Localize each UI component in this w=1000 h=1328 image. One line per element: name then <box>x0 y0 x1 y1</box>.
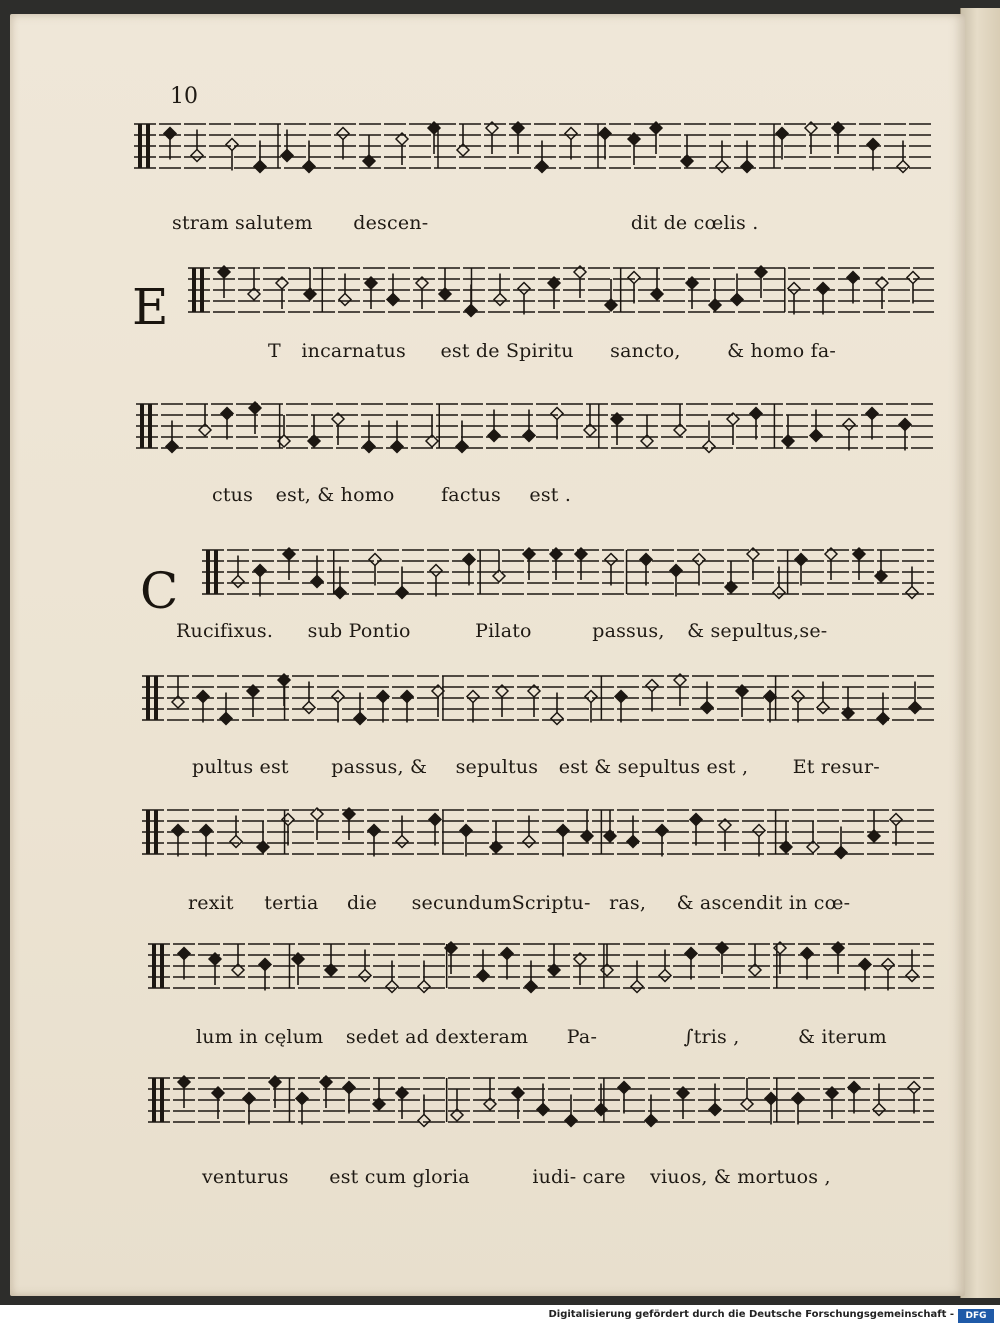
page-number: 10 <box>170 84 198 109</box>
music-page <box>10 14 965 1296</box>
note-head <box>782 415 794 447</box>
staff-engraving <box>136 398 934 454</box>
note-head <box>774 942 786 974</box>
staff-engraving <box>148 938 934 994</box>
note-head <box>581 810 593 842</box>
note-head <box>741 1078 753 1110</box>
lyric-syllable: Pa- <box>566 1026 598 1048</box>
music-staff-6 <box>142 804 934 860</box>
note-head <box>369 554 381 586</box>
note-head <box>551 408 563 440</box>
note-head <box>805 122 817 154</box>
note-head <box>764 691 776 723</box>
note-head <box>651 268 663 300</box>
lyric-syllable: iudi- care <box>532 1166 626 1188</box>
lyric-syllable: passus, & <box>331 756 428 778</box>
facing-page-edge <box>960 8 1000 1298</box>
note-head <box>528 685 540 717</box>
lyric-syllable: & iterum <box>798 1026 887 1048</box>
note-head <box>867 139 879 171</box>
lyric-syllable: tertia <box>264 892 319 914</box>
note-head <box>719 819 731 851</box>
note-head <box>197 691 209 723</box>
note-head <box>628 133 640 165</box>
note-head <box>674 674 686 706</box>
lyric-line-4 <box>176 620 936 642</box>
note-head <box>656 825 668 857</box>
note-head <box>615 691 627 723</box>
lyric-syllable: sub Pontio <box>307 620 411 642</box>
note-head <box>343 808 355 840</box>
note-head <box>396 133 408 165</box>
note-head <box>584 404 596 436</box>
note-head <box>601 944 613 976</box>
clef-icon <box>206 550 210 594</box>
lyric-syllable: & sepultus,se- <box>687 620 828 642</box>
note-head <box>674 404 686 436</box>
note-head <box>725 561 737 593</box>
note-head <box>868 810 880 842</box>
note-head <box>396 1087 408 1119</box>
note-head <box>604 810 616 842</box>
lyric-line-7 <box>196 1026 916 1048</box>
note-head <box>320 1076 332 1108</box>
note-head <box>365 277 377 309</box>
lyric-syllable: venturus <box>202 1166 289 1188</box>
note-head <box>512 1087 524 1119</box>
clef-icon <box>148 404 152 448</box>
note-head <box>292 953 304 985</box>
lyric-syllable: ctus <box>212 484 254 506</box>
note-head <box>401 691 413 723</box>
note-head <box>172 676 184 708</box>
clef-icon <box>140 404 144 448</box>
note-head <box>523 548 535 580</box>
note-head <box>716 942 728 974</box>
lyric-syllable: Pilato <box>475 620 532 642</box>
note-head <box>859 959 871 991</box>
note-head <box>178 1076 190 1108</box>
note-head <box>247 685 259 717</box>
note-head <box>254 565 266 597</box>
note-head <box>259 959 271 991</box>
note-head <box>332 413 344 445</box>
note-head <box>899 419 911 451</box>
note-head <box>890 814 902 846</box>
lyric-syllable: passus, <box>592 620 665 642</box>
note-head <box>628 272 640 304</box>
note-head <box>308 415 320 447</box>
note-head <box>765 1093 777 1125</box>
note-head <box>825 548 837 580</box>
footer-bar <box>0 1305 1000 1328</box>
note-head <box>832 122 844 154</box>
note-head <box>368 825 380 857</box>
note-head <box>490 821 502 853</box>
note-head <box>832 942 844 974</box>
note-head <box>363 135 375 167</box>
note-head <box>512 122 524 154</box>
note-head <box>457 124 469 156</box>
note-head <box>709 279 721 311</box>
note-head <box>164 128 176 160</box>
clef-icon <box>160 944 164 988</box>
note-head <box>430 565 442 597</box>
clef-icon <box>152 1078 156 1122</box>
note-head <box>243 1093 255 1125</box>
note-head <box>257 821 269 853</box>
clef-icon <box>214 550 218 594</box>
note-head <box>199 404 211 436</box>
staff-engraving <box>148 1072 934 1128</box>
note-head <box>747 548 759 580</box>
note-head <box>847 272 859 304</box>
note-head <box>907 272 919 304</box>
note-head <box>565 128 577 160</box>
clef-icon <box>192 268 196 312</box>
lyric-syllable: sepultus <box>455 756 539 778</box>
decorated-initial-e: E <box>132 278 169 336</box>
note-head <box>826 1087 838 1119</box>
lyric-line-3 <box>212 484 772 506</box>
note-head <box>574 266 586 298</box>
lyric-syllable: est . <box>529 484 572 506</box>
lyric-syllable: & homo fa- <box>727 340 837 362</box>
note-head <box>550 548 562 580</box>
note-head <box>693 554 705 586</box>
lyric-syllable: sancto, <box>610 340 681 362</box>
lyric-syllable: rexit <box>188 892 234 914</box>
note-head <box>753 825 765 857</box>
lyric-syllable: die <box>346 892 378 914</box>
note-head <box>218 266 230 298</box>
music-staff-8 <box>148 1072 934 1128</box>
note-head <box>451 1089 463 1121</box>
clef-icon <box>160 1078 164 1122</box>
lyric-syllable: & ascendit in cœ- <box>676 892 851 914</box>
lyric-syllable: stram salutem <box>172 212 313 234</box>
note-head <box>178 948 190 980</box>
clef-icon <box>146 676 150 720</box>
note-head <box>677 1087 689 1119</box>
note-head <box>727 413 739 445</box>
note-head <box>429 814 441 846</box>
lyric-syllable: incarnatus <box>301 340 406 362</box>
staff-engraving <box>134 118 934 174</box>
clef-icon <box>146 124 150 168</box>
note-head <box>866 408 878 440</box>
note-head <box>377 691 389 723</box>
lyric-syllable: est de Spiritu <box>440 340 574 362</box>
lyric-syllable: ∫tris , <box>683 1026 740 1048</box>
note-head <box>325 944 337 976</box>
note-head <box>780 821 792 853</box>
note-head <box>853 548 865 580</box>
lyric-syllable: ras, <box>609 892 647 914</box>
staff-engraving <box>202 544 934 600</box>
note-head <box>611 413 623 445</box>
note-head <box>641 415 653 447</box>
note-head <box>282 814 294 846</box>
lyric-syllable: est & sepultus est , <box>558 756 749 778</box>
note-head <box>249 402 261 434</box>
note-head <box>432 685 444 717</box>
staff-engraving <box>142 670 934 726</box>
note-head <box>599 128 611 160</box>
note-head <box>670 565 682 597</box>
staff-engraving <box>188 262 934 318</box>
note-head <box>296 1093 308 1125</box>
music-staff-7 <box>148 938 934 994</box>
note-head <box>686 277 698 309</box>
note-head <box>248 268 260 300</box>
clef-icon <box>138 124 142 168</box>
clef-icon <box>146 810 150 854</box>
note-head <box>605 554 617 586</box>
note-head <box>518 283 530 315</box>
note-head <box>467 691 479 723</box>
note-head <box>650 122 662 154</box>
note-head <box>618 1082 630 1114</box>
note-head <box>501 948 513 980</box>
note-head <box>788 283 800 315</box>
note-head <box>882 959 894 991</box>
note-head <box>337 128 349 160</box>
music-staff-2 <box>188 262 934 318</box>
lyric-syllable: T <box>268 340 281 362</box>
note-head <box>276 277 288 309</box>
dfg-logo-icon: DFG <box>958 1309 994 1323</box>
clef-icon <box>152 944 156 988</box>
note-head <box>792 691 804 723</box>
note-head <box>343 1082 355 1114</box>
lyric-syllable: sedet ad dexteram <box>345 1026 529 1048</box>
note-head <box>439 268 451 300</box>
note-head <box>212 1087 224 1119</box>
note-head <box>486 122 498 154</box>
staff-engraving <box>142 804 934 860</box>
note-head <box>795 554 807 586</box>
note-head <box>875 550 887 582</box>
music-staff-3 <box>136 398 934 454</box>
note-head <box>172 825 184 857</box>
music-staff-1 <box>134 118 934 174</box>
note-head <box>493 550 505 582</box>
note-head <box>908 1082 920 1114</box>
note-head <box>807 821 819 853</box>
clef-icon <box>200 268 204 312</box>
note-head <box>605 279 617 311</box>
note-head <box>690 814 702 846</box>
note-head <box>736 685 748 717</box>
note-head <box>876 277 888 309</box>
note-head <box>332 691 344 723</box>
note-head <box>574 953 586 985</box>
decorated-initial-c: C <box>140 562 179 620</box>
note-head <box>232 944 244 976</box>
note-head <box>585 691 597 723</box>
note-head <box>557 825 569 857</box>
note-head <box>304 268 316 300</box>
note-head <box>685 948 697 980</box>
note-head <box>278 674 290 706</box>
note-head <box>548 277 560 309</box>
note-head <box>749 944 761 976</box>
note-head <box>221 408 233 440</box>
note-head <box>416 277 428 309</box>
note-head <box>373 1078 385 1110</box>
note-head <box>575 548 587 580</box>
lyric-syllable: secundumScriptu- <box>411 892 591 914</box>
note-head <box>426 415 438 447</box>
note-head <box>209 953 221 985</box>
note-head <box>311 808 323 840</box>
lyric-line-8 <box>202 1166 902 1188</box>
note-head <box>842 687 854 719</box>
clef-icon <box>154 810 158 854</box>
note-head <box>646 680 658 712</box>
lyric-line-6 <box>188 892 934 914</box>
note-head <box>755 266 767 298</box>
note-head <box>681 135 693 167</box>
lyric-syllable: pultus est <box>192 756 289 778</box>
note-head <box>226 139 238 171</box>
note-head <box>200 825 212 857</box>
lyric-syllable: dit de cœlis . <box>630 212 759 234</box>
music-staff-5 <box>142 670 934 726</box>
note-head <box>460 825 472 857</box>
note-head <box>848 1082 860 1114</box>
note-head <box>750 408 762 440</box>
note-head <box>463 554 475 586</box>
note-head <box>640 554 652 586</box>
lyric-syllable: lum in cęlum <box>196 1026 324 1048</box>
lyric-syllable: descen- <box>353 212 429 234</box>
note-head <box>792 1093 804 1125</box>
lyric-syllable: est cum gloria <box>329 1166 470 1188</box>
note-head <box>817 283 829 315</box>
note-head <box>269 1076 281 1108</box>
lyric-line-5 <box>192 756 932 778</box>
lyric-syllable: est, & homo <box>275 484 395 506</box>
note-head <box>843 419 855 451</box>
note-head <box>801 948 813 980</box>
music-staff-4 <box>202 544 934 600</box>
lyric-syllable: Rucifixus. <box>176 620 274 642</box>
lyric-line-1 <box>172 212 932 234</box>
funding-notice: Digitalisierung gefördert durch die Deutsche Forschungsgemeinschaft - <box>548 1309 954 1320</box>
clef-icon <box>154 676 158 720</box>
lyric-syllable: Et resur- <box>792 756 880 778</box>
lyric-syllable: factus <box>441 484 501 506</box>
lyric-syllable: viuos, & mortuos , <box>650 1166 831 1188</box>
note-head <box>776 128 788 160</box>
note-head <box>496 685 508 717</box>
lyric-line-2 <box>268 340 928 362</box>
note-head <box>484 1078 496 1110</box>
note-head <box>548 944 560 976</box>
note-head <box>283 548 295 580</box>
